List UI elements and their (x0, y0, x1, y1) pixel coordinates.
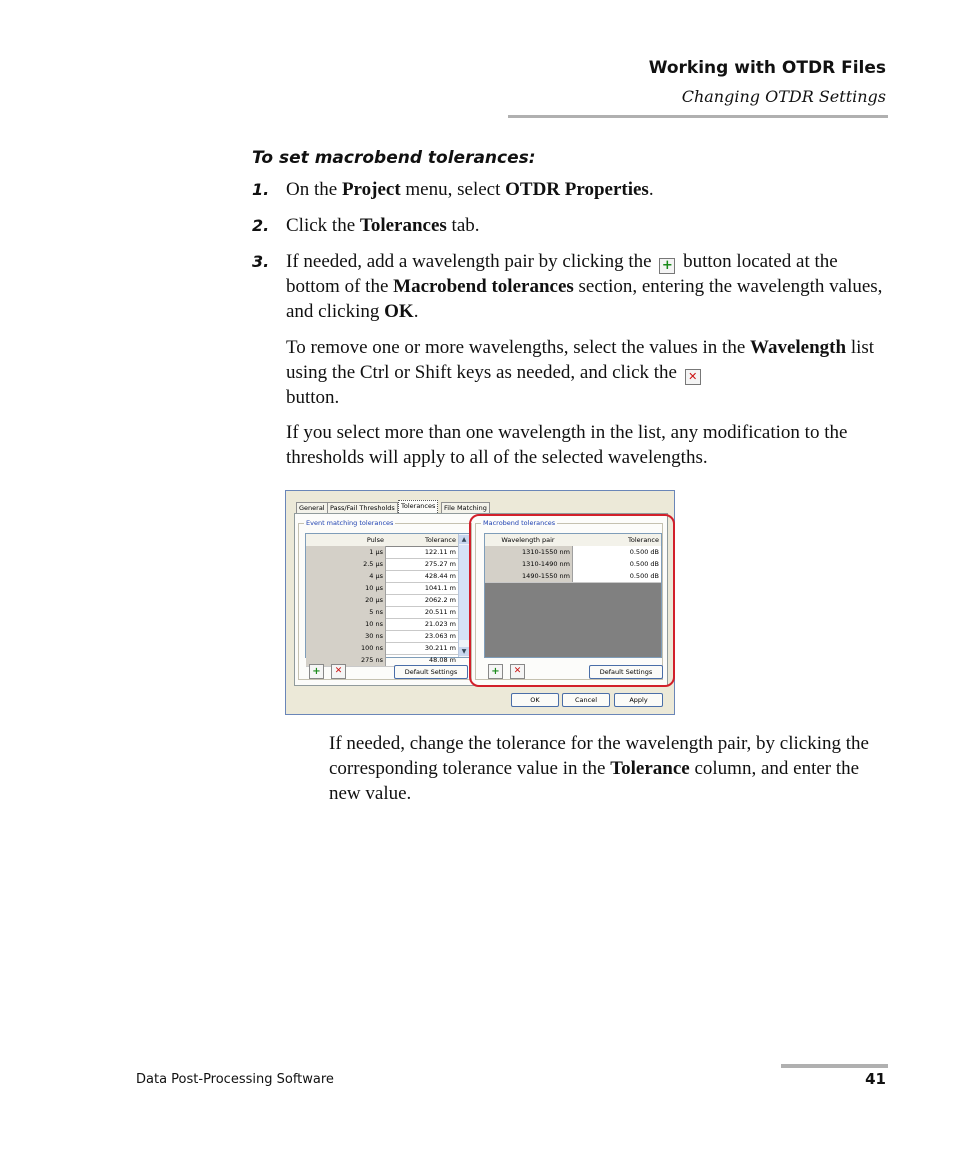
apply-button[interactable]: Apply (614, 693, 663, 707)
event-remove-button[interactable]: ✕ (331, 664, 346, 679)
tolerance-cell[interactable]: 30.211 m (424, 644, 456, 652)
tolerance-cell[interactable]: 428.44 m (424, 572, 456, 580)
event-tolerance-table[interactable] (305, 533, 470, 664)
step-1-text: On the Project menu, select OTDR Properties. (286, 179, 654, 200)
tab-tolerances[interactable]: Tolerances (398, 500, 438, 515)
event-matching-label: Event matching tolerances (306, 519, 394, 527)
step-2-text: Click the Tolerances tab. (286, 215, 480, 236)
footer-doc-title: Data Post-Processing Software (136, 1072, 334, 1087)
column-header: Wavelength pair (501, 536, 555, 544)
running-header-title: Working with OTDR Files (648, 58, 886, 78)
event-add-button[interactable]: + (309, 664, 324, 679)
table-scrollbar[interactable] (458, 534, 469, 657)
scroll-thumb[interactable] (459, 545, 469, 640)
macrobend-default-settings-button[interactable]: Default Settings (589, 665, 663, 679)
step-number: 1. (252, 180, 270, 199)
scroll-up-icon[interactable]: ▲ (459, 535, 469, 544)
ok-button[interactable]: OK (511, 693, 559, 707)
macrobend-label: Macrobend tolerances (483, 519, 556, 527)
tolerance-cell[interactable]: 2062.2 m (424, 596, 456, 604)
tolerance-cell[interactable]: 275.27 m (424, 560, 456, 568)
tolerance-cell[interactable]: 122.11 m (424, 548, 456, 556)
scroll-down-icon[interactable]: ▼ (459, 647, 469, 656)
step-number: 3. (252, 252, 270, 271)
footer-rule (781, 1064, 888, 1068)
add-icon: + (659, 258, 675, 274)
multi-select-paragraph: If you select more than one wavelength in the list, any modification to the thresholds will apply to all of the selected wavelengths. (286, 422, 848, 468)
wavelength-pair-cell: 1310-1550 nm (485, 546, 573, 558)
running-header-subtitle: Changing OTDR Settings (681, 87, 886, 106)
pulse-cell: 275 ns (306, 654, 386, 666)
tab-file-matching[interactable]: File Matching (441, 502, 490, 513)
tolerance-cell[interactable]: 0.500 dB (629, 572, 659, 580)
pulse-cell: 100 ns (306, 642, 386, 654)
wavelength-pair-cell: 1490-1550 nm (485, 570, 573, 582)
macrobend-remove-button[interactable]: ✕ (510, 664, 525, 679)
wavelength-pair-cell: 1310-1490 nm (485, 558, 573, 570)
tolerance-cell[interactable]: 20.511 m (424, 608, 456, 616)
tolerance-cell[interactable]: 1041.1 m (424, 584, 456, 592)
pulse-cell: 30 ns (306, 630, 386, 642)
tolerance-cell[interactable]: 0.500 dB (629, 560, 659, 568)
pulse-cell: 20 µs (306, 594, 386, 606)
column-header: Tolerance (425, 536, 456, 544)
column-header: Pulse (366, 536, 384, 544)
pulse-cell: 10 ns (306, 618, 386, 630)
pulse-cell: 4 µs (306, 570, 386, 582)
pulse-cell: 10 µs (306, 582, 386, 594)
change-tolerance-paragraph: If needed, change the tolerance for the wavelength pair, by clicking the corresponding tolerance value in the Tolerance column, and enter the new value. (329, 733, 869, 804)
cancel-button[interactable]: Cancel (562, 693, 610, 707)
step-3-text: If needed, add a wavelength pair by clicking the + button located at the bottom of the Macrobend tolerances section, entering the wavelength values, and clicking OK. (286, 251, 883, 322)
event-default-settings-button[interactable]: Default Settings (394, 665, 468, 679)
tolerance-cell[interactable]: 0.500 dB (629, 548, 659, 556)
tolerance-cell[interactable]: 21.023 m (424, 620, 456, 628)
highlight-ellipse (469, 514, 675, 687)
pulse-cell: 2.5 µs (306, 558, 386, 570)
remove-paragraph: To remove one or more wavelengths, select the values in the Wavelength list using the Ctrl or Shift keys as needed, and click the ✕ button. (286, 337, 875, 408)
column-header: Tolerance (628, 536, 659, 544)
event-matching-group (298, 519, 472, 680)
step-number: 2. (252, 216, 270, 235)
header-rule (508, 115, 888, 118)
procedure-title: To set macrobend tolerances: (252, 148, 536, 168)
tab-pass-fail-thresholds[interactable]: Pass/Fail Thresholds (327, 502, 398, 513)
delete-icon: ✕ (685, 369, 701, 385)
tolerance-cell[interactable]: 48.08 m (428, 656, 456, 664)
macrobend-add-button[interactable]: + (488, 664, 503, 679)
pulse-cell: 5 ns (306, 606, 386, 618)
tolerance-cell[interactable]: 23.063 m (424, 632, 456, 640)
pulse-cell: 1 µs (306, 546, 386, 558)
page-number: 41 (865, 1070, 886, 1088)
tab-general[interactable]: General (296, 502, 328, 513)
